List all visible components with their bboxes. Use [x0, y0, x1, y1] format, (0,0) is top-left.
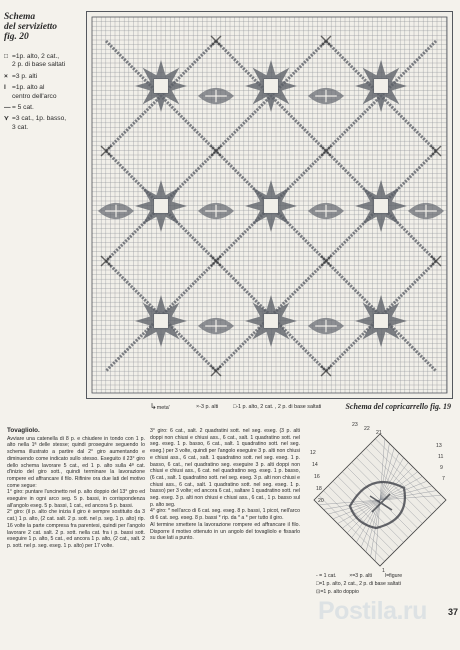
row-label: 14 [312, 462, 318, 468]
diamond-grid [314, 434, 446, 566]
instructions-column-1 [7, 428, 145, 550]
star-motif [355, 180, 407, 232]
row-label: 16 [314, 474, 320, 480]
row-label: 21 [376, 430, 382, 436]
main-chart-caption [86, 402, 453, 414]
legend-text: = 5 cat. [12, 104, 34, 112]
legend-figure: fig. 20 [4, 32, 29, 42]
legend-3-alti: ×=3 p. alti [349, 573, 373, 579]
legend-text: =3 p. alti [12, 72, 38, 80]
legend-figure: l=figure [384, 573, 403, 579]
star-center [264, 314, 279, 329]
legend-item [4, 53, 84, 61]
star-motif [355, 295, 407, 347]
legend-symbol: × [4, 72, 8, 80]
legend-text: =1p. alto, 2 cat., [12, 53, 60, 60]
star-center [374, 79, 389, 94]
legend-double: ⊡=1 p. alto doppio [316, 589, 359, 595]
legend-symbol: l [4, 84, 6, 92]
star-center [374, 314, 389, 329]
legend-text: 3 cat. [12, 123, 29, 131]
paragraph: 4° giro: * nell'arco di 6 cat. seg. eseg. 8 p. bassi, 1 picot, nell'arco di 6 cat. seg. eseg. 8 p. bassi * rip. da * a * per tutto il giro. [150, 508, 300, 522]
legend-cat: - = 1 cat. [316, 573, 337, 579]
legend-items [4, 53, 84, 132]
legend-item [4, 84, 84, 92]
legend-symbol: ⋎ [4, 115, 9, 123]
paragraph: Al termine smettere la lavorazione rompere ed affrancare il filo. Disporre il motivo ottenuto in un angolo del tovagliolo e fissarlo su due lati a punto. [150, 521, 300, 542]
napkin-diamond-chart [308, 420, 452, 580]
star-center [154, 314, 169, 329]
row-label: 12 [310, 450, 316, 456]
star-center [264, 79, 279, 94]
legend-panel [4, 12, 84, 412]
legend-item [4, 124, 84, 132]
row-label: 9 [440, 465, 443, 471]
star-motif [245, 180, 297, 232]
paragraph: Avviare una catenella di 8 p. e chiudere in tondo con 1 p. alto nella 1ª delle stesse; quindi proseguire seguendo lo schema illustrato a partire dal 2° giro aumentando e diminuendo come indicato sullo stesso. Eseguito il 23° giro dello schema lavorare 5 cat., ed 1 p. alto sulla 4ª cat. d'inizio del giro sott., quindi terminare la lavorazione rompere ed affrancare il filo. Rifinire ora due lati del motivo come segue: [7, 435, 145, 489]
caption-meta-mark: ↳meta' [150, 402, 170, 411]
main-crochet-chart [86, 11, 453, 399]
legend-item [4, 61, 84, 69]
section-title: Tovagliolo. [7, 427, 40, 434]
row-label: 7 [442, 476, 445, 482]
caption-item-3-alti: ×-3 p. alti [196, 404, 219, 410]
legend-title: Schema [4, 12, 36, 22]
legend-item [4, 104, 84, 112]
legend-symbol: □ [4, 53, 8, 60]
legend-item [4, 115, 84, 123]
row-label: 1 [382, 568, 385, 574]
star-motif [355, 60, 407, 112]
chart-motifs [98, 36, 444, 376]
star-motif [245, 295, 297, 347]
star-center [154, 199, 169, 214]
paragraph: 2° giro: (il p. alto che inizia il giro è sempre sostituito da 3 cat.) 1 p. alto, (2 cat. salt. 2 p. sott. nel p. seg. 1 p. alto) rip. 16 volte la parte compresa fra parentesi, quindi per l'angolo lavorare 2 cat. salt. 2 p. sott. nella cat. fra i p. bassi sott. eseguire 1 p. alto, 5 cat., ed ancora 1 p. alto, (2 cat., salt. 2 p. sott. nel p. seg. eseg. 1 p. alto) per 17 volte. [7, 509, 145, 549]
star-center [154, 79, 169, 94]
page-number: 37 [447, 607, 458, 617]
legend-item [4, 93, 84, 101]
instructions-column-2 [150, 428, 300, 542]
row-label: 11 [438, 454, 444, 460]
row-label: 13 [436, 443, 442, 449]
row-label: 22 [364, 426, 370, 432]
napkin-legend [316, 572, 446, 596]
legend-symbol: — [4, 104, 11, 112]
legend-square: □=1 p. alto, 2 cat., 2 p. di base saltati [316, 581, 401, 587]
legend-item [4, 73, 84, 81]
row-label: 20 [318, 498, 324, 504]
legend-text: 2 p. di base saltati [12, 61, 66, 69]
row-label: 18 [316, 486, 322, 492]
legend-text: =1p. alto al [12, 84, 45, 92]
star-motif [135, 180, 187, 232]
legend-subtitle: del servizietto [4, 22, 58, 32]
legend-text: centro dell'arco [12, 92, 57, 100]
caption-item-square: □-1 p. alto, 2 cat. , 2 p. di base saltati [233, 404, 322, 410]
watermark-logo: Postila.ru [318, 597, 427, 625]
paragraph: 3° giro: 6 cat., salt. 2 quadratini sott. nel seg. eseg. (3 p. alti doppi non chiusi e chiusi ass., 6 cat., salt. 1 quadratino sott. nel seg. eseg. 1 p. basso, 6 cat., salt. 1 quadratino sott. nel seg. eseg.) per 3 volte, quindi per l'angolo eseguire 3 p. alti non chiusi e chiusi ass., 6 cat., salt. 1 quadratino sott. nel seg. eseg. 1 p. basso, 6 cat., nel quadratino seg. eseguire 3 p. alti doppi non chiusi e chiusi ass., 6 cat. nel quadratino seg. eseg. 1 p. basso, (6 cat., salt. 1 quadratino sott. nel seg. eseg. 3 p. alti non chiusi e chiusi ass., 6 cat., salt. 1 quadratino sott. nel seg. eseg. 1 p. basso) per 3 volte; ed ancora 6 cat., saltare 1 quadratino sott. nel seg. eseg. 3 p. alti non chiusi e chiusi ass., 6 cat., 1 p. basso sul p. alto seg. [150, 428, 300, 508]
caption-meta: meta' [156, 405, 170, 411]
star-motif [135, 295, 187, 347]
star-center [264, 199, 279, 214]
paragraph: 1° giro: puntare l'uncinetto nel p. alto doppio del 13° giro ed eseguire in ogni arco seg. 5 p. bassi, in corrispondenza all'angolo eseg. 5 p. bassi, 1 cat., ed ancora 5 p. bassi. [7, 489, 145, 509]
row-label: 23 [352, 422, 358, 428]
star-motif [245, 60, 297, 112]
caption-title: Schema del copricarrello fig. 19 [345, 402, 451, 411]
star-center [374, 199, 389, 214]
star-motif [135, 60, 187, 112]
legend-text: =3 cat., 1p. basso, [12, 115, 67, 123]
